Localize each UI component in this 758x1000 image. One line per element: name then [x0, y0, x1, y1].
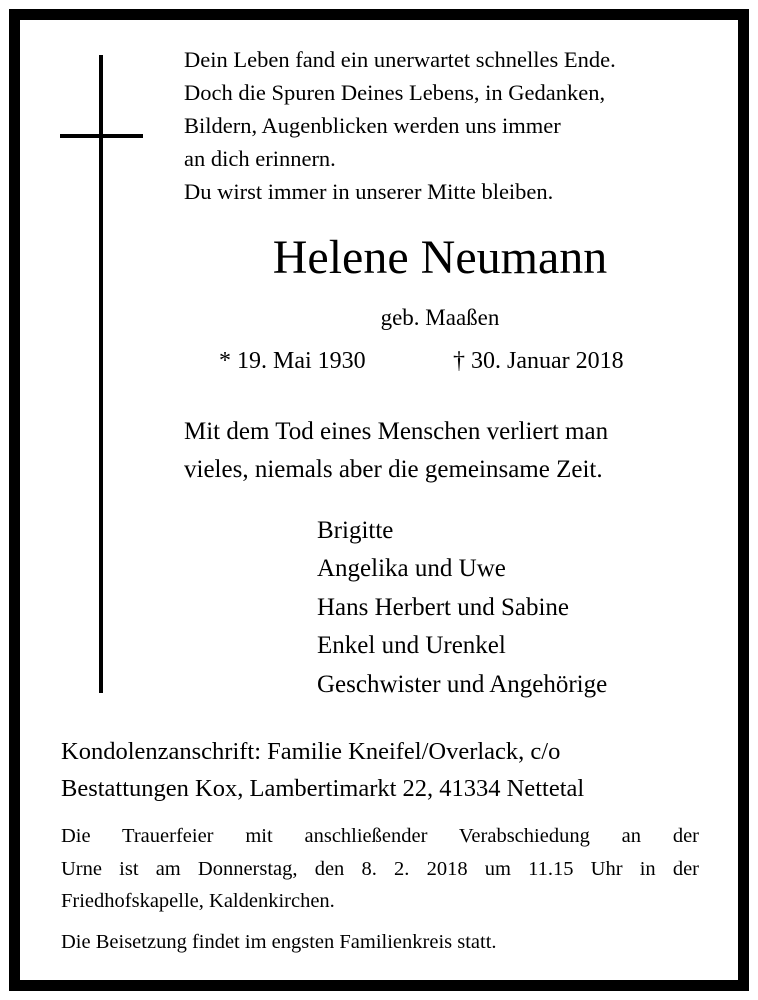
- condolence-address-line: Bestattungen Kox, Lambertimarkt 22, 41334 Nettetal: [61, 775, 585, 802]
- ceremony-line: Urne ist am Donnerstag, den 8. 2. 2018 um 11.15 Uhr in der: [61, 858, 699, 880]
- poem-line: Doch die Spuren Deines Lebens, in Gedanken,: [184, 80, 606, 105]
- poem-line: Bildern, Augenblicken werden uns immer: [184, 113, 561, 138]
- cross-icon: [99, 55, 103, 693]
- ceremony-line: Die Trauerfeier mit anschließender Verabschiedung an der: [61, 825, 699, 847]
- mourner-line: Geschwister und Angehörige: [317, 671, 608, 698]
- birth-date: * 19. Mai 1930: [219, 348, 366, 374]
- ceremony-line: Friedhofskapelle, Kaldenkirchen.: [61, 890, 335, 912]
- poem-line: Dein Leben fand ein unerwartet schnelles Ende.: [184, 47, 616, 72]
- poem-line: an dich erinnern.: [184, 146, 336, 171]
- death-date: † 30. Januar 2018: [453, 348, 624, 374]
- maiden-name: geb. Maaßen: [380, 305, 500, 330]
- mourner-line: Angelika und Uwe: [317, 555, 506, 582]
- condolence-address-line: Kondolenzanschrift: Familie Kneifel/Overlack, c/o: [61, 738, 561, 765]
- mourner-line: Brigitte: [317, 517, 394, 544]
- quote-line: Mit dem Tod eines Menschen verliert man: [184, 418, 609, 445]
- burial-note: Die Beisetzung findet im engsten Familienkreis statt.: [61, 931, 497, 953]
- mourner-line: Enkel und Urenkel: [317, 632, 506, 659]
- quote-line: vieles, niemals aber die gemeinsame Zeit.: [184, 456, 603, 483]
- cross-icon-crossbar: [60, 134, 143, 138]
- deceased-name: Helene Neumann: [272, 231, 608, 284]
- mourner-line: Hans Herbert und Sabine: [317, 594, 570, 621]
- poem-line: Du wirst immer in unserer Mitte bleiben.: [184, 179, 554, 204]
